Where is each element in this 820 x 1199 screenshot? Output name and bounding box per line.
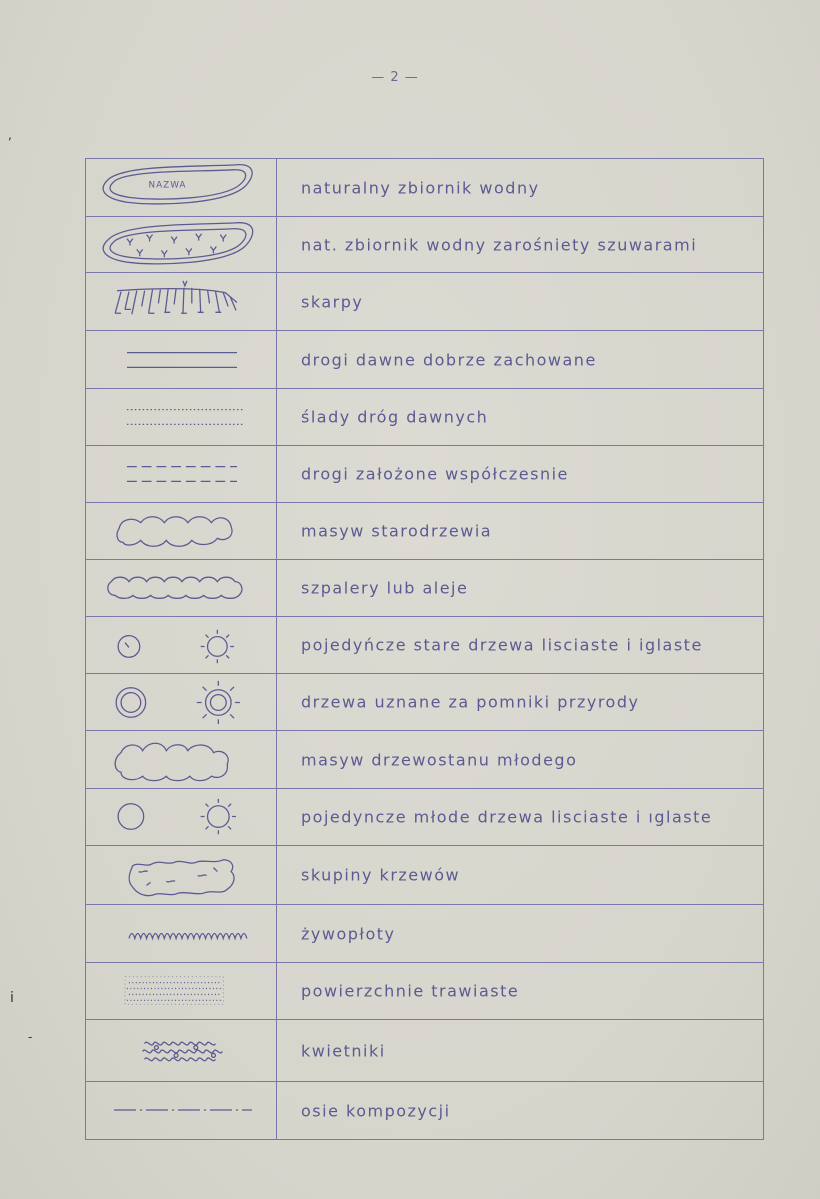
- legend-row: [86, 159, 763, 217]
- legend-label: skupiny krzewów: [301, 865, 461, 885]
- scan-mark: ,: [8, 128, 12, 142]
- young-tree-mass-symbol: [86, 731, 277, 788]
- legend-row: [86, 963, 763, 1020]
- legend-row: [86, 905, 763, 963]
- legend-row: [86, 503, 763, 560]
- legend-row: [86, 273, 763, 331]
- legend-row: [86, 789, 763, 846]
- legend-row: [86, 389, 763, 446]
- alleys-symbol: [86, 560, 277, 616]
- grass-surfaces-symbol: [86, 963, 277, 1019]
- legend-label: powierzchnie trawiaste: [301, 981, 520, 1001]
- shrub-groups-symbol: [86, 846, 277, 904]
- legend-label: skarpy: [301, 292, 364, 311]
- legend-row: [86, 617, 763, 674]
- old-roads-symbol: [86, 331, 277, 388]
- legend-label: pojedyńcze stare drzewa lisciaste i iglaste: [301, 635, 703, 655]
- legend-label: osie kompozycji: [301, 1101, 451, 1120]
- natural-water-body-symbol: [86, 159, 277, 216]
- legend-row: [86, 560, 763, 617]
- nature-monuments-symbol: [86, 674, 277, 730]
- modern-roads-symbol: [86, 446, 277, 502]
- legend-label: masyw starodrzewia: [301, 521, 493, 541]
- scan-mark: -: [28, 1030, 33, 1044]
- legend-row: [86, 674, 763, 731]
- legend-row: [86, 731, 763, 789]
- legend-label: drogi założone współczesnie: [301, 464, 569, 484]
- hedges-symbol: [86, 905, 277, 962]
- single-young-trees-symbol: [86, 789, 277, 845]
- legend-label: naturalny zbiornik wodny: [301, 178, 540, 197]
- legend-label: żywopłoty: [301, 924, 396, 943]
- legend-label: drzewa uznane za pomniki przyrody: [301, 692, 640, 712]
- legend-row: [86, 331, 763, 389]
- single-old-trees-symbol: [86, 617, 277, 673]
- legend-row: [86, 1020, 763, 1082]
- legend-label: kwietniki: [301, 1041, 386, 1060]
- legend-row: [86, 446, 763, 503]
- legend-label: szpalery lub aleje: [301, 578, 469, 598]
- legend-row: [86, 846, 763, 905]
- legend-label: pojedyncze młode drzewa lisciaste i ıglaste: [301, 807, 713, 827]
- slopes-symbol: [86, 273, 277, 330]
- legend-row: [86, 1082, 763, 1139]
- legend-label: nat. zbiornik wodny zarośniety szuwarami: [301, 235, 698, 254]
- overgrown-water-body-symbol: [86, 217, 277, 272]
- legend-row: [86, 217, 763, 273]
- legend-label: ślady dróg dawnych: [301, 407, 489, 427]
- traces-old-roads-symbol: [86, 389, 277, 445]
- page-number: — 2 —: [371, 70, 419, 85]
- water-name-placeholder: NAZWA: [148, 180, 187, 191]
- scan-mark: i: [10, 990, 14, 1006]
- legend-label: drogi dawne dobrze zachowane: [301, 350, 597, 369]
- legend-table: [85, 158, 764, 1140]
- composition-axes-symbol: [86, 1082, 277, 1139]
- legend-label: masyw drzewostanu młodego: [301, 750, 578, 769]
- flowerbeds-symbol: [86, 1020, 277, 1081]
- old-tree-mass-symbol: [86, 503, 277, 559]
